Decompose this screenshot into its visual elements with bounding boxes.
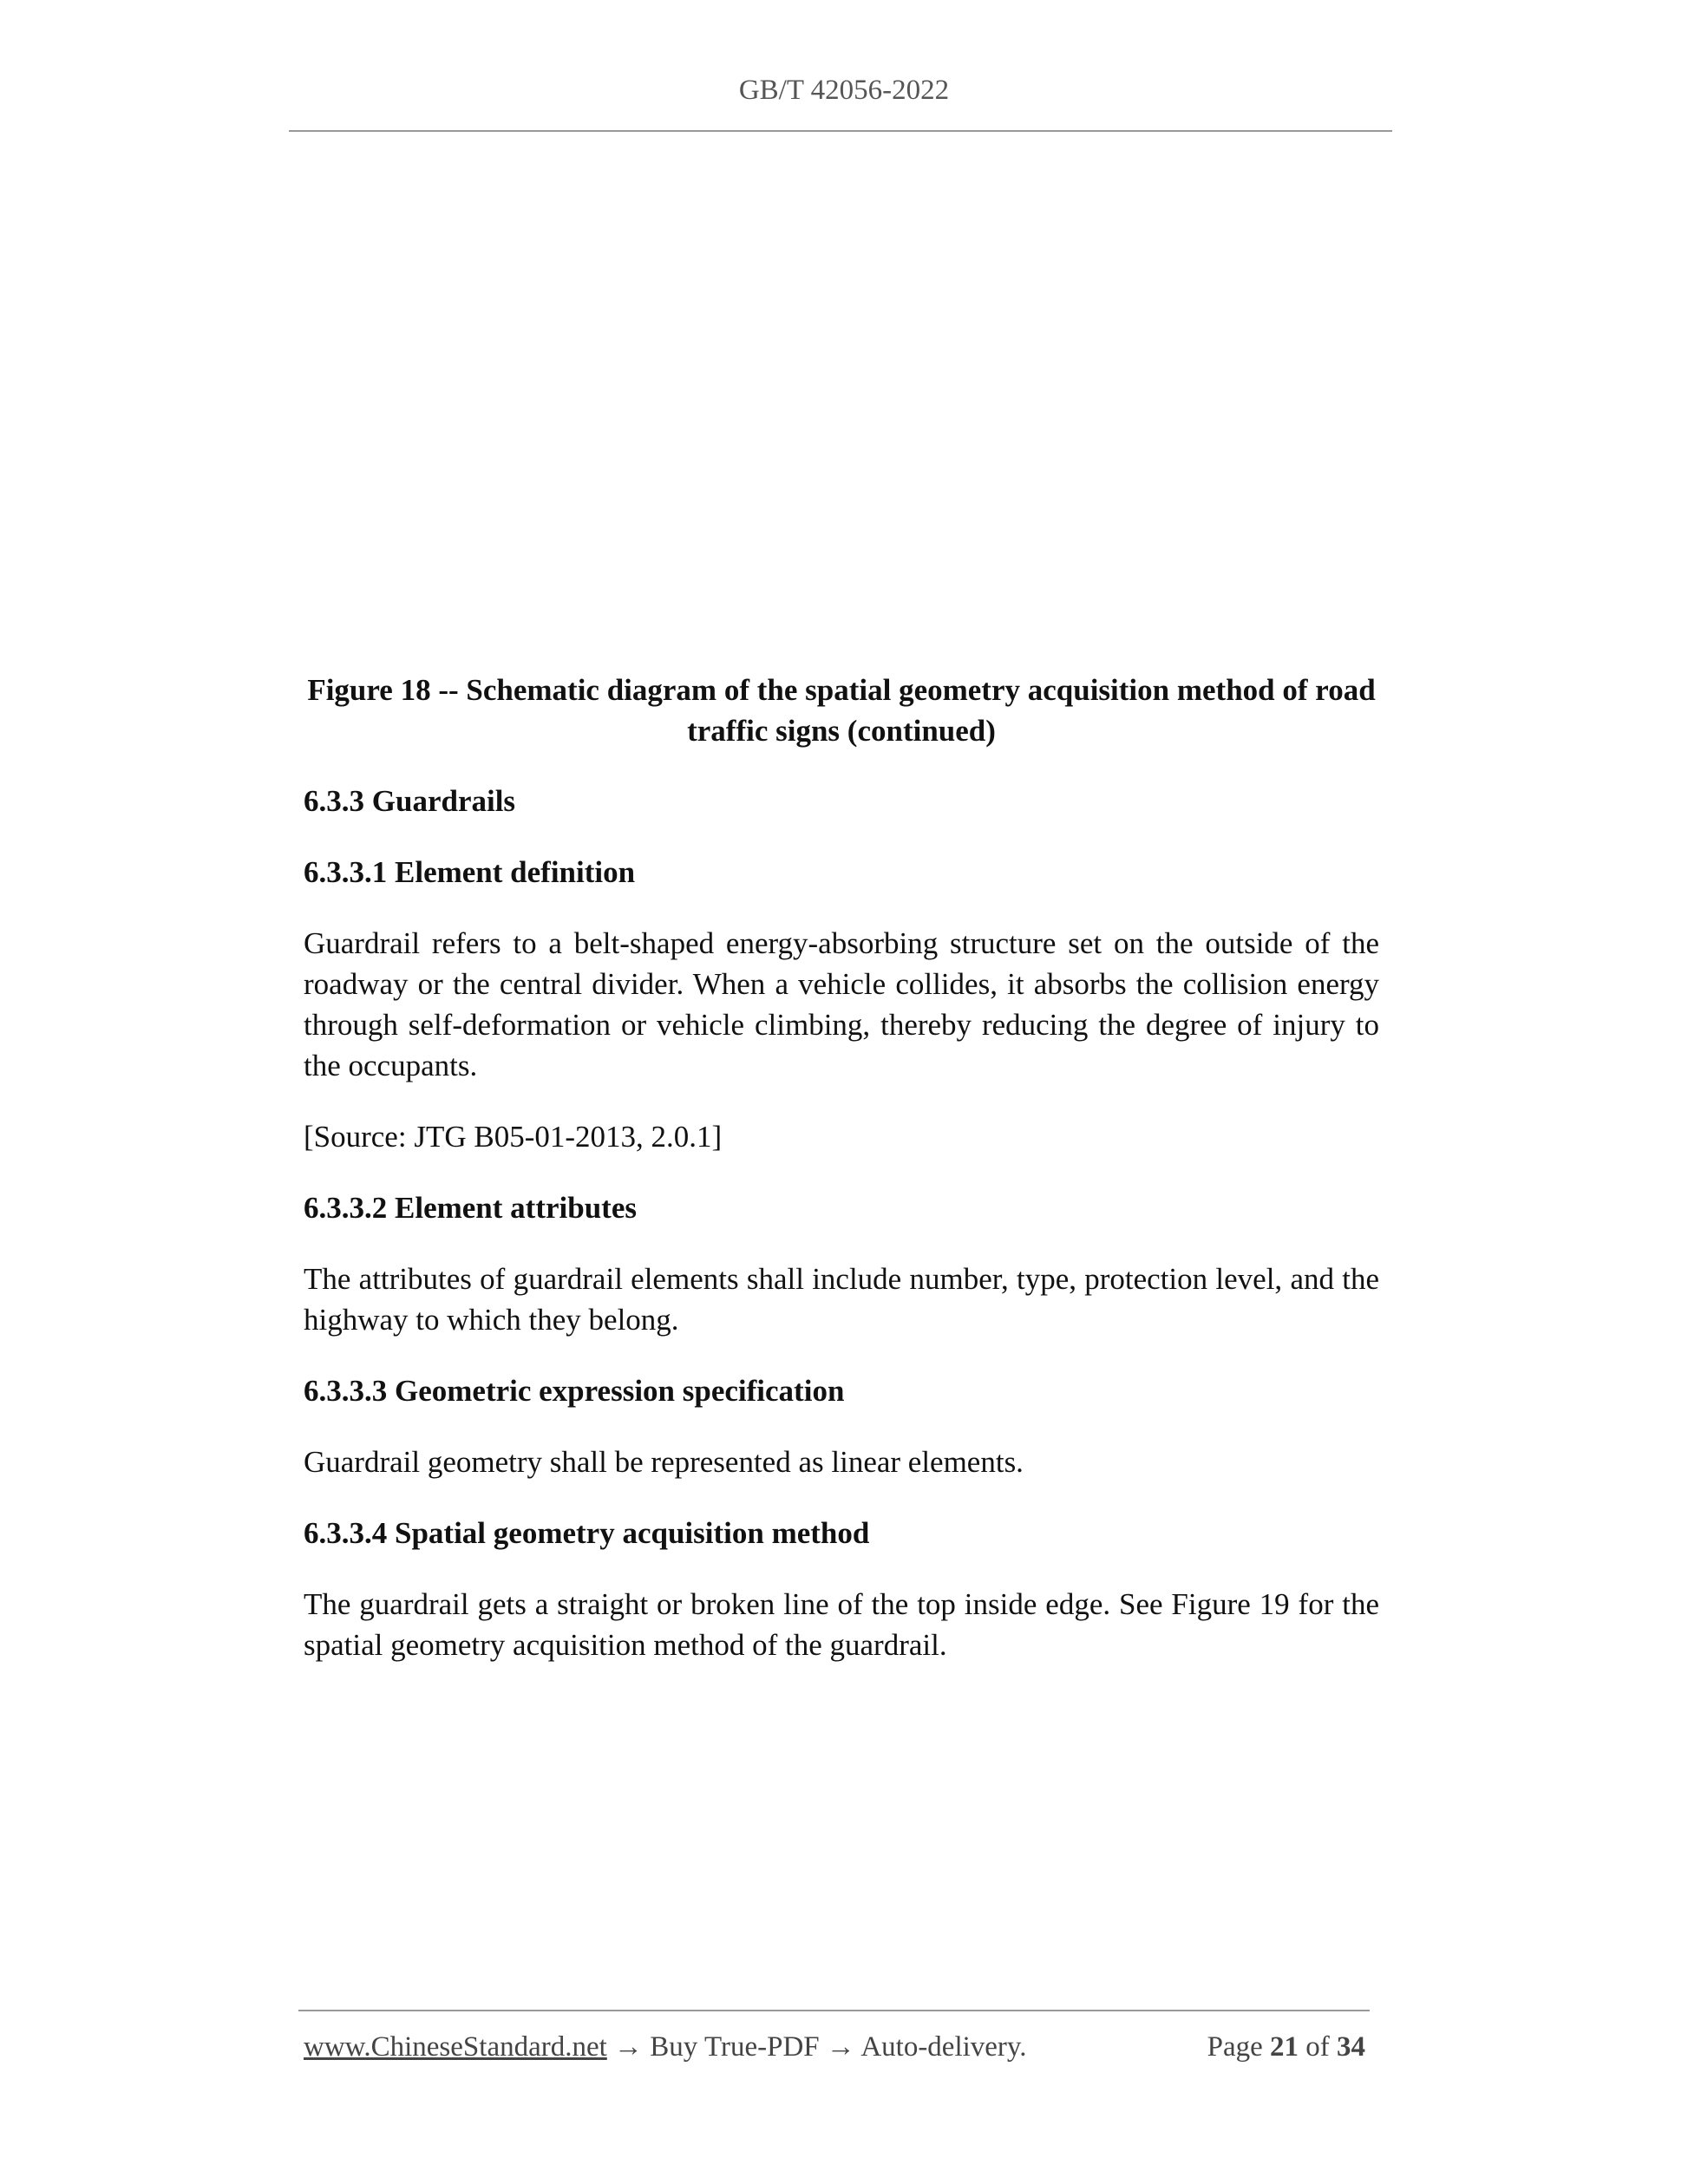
definition-paragraph: Guardrail refers to a belt-shaped energy-absorbing structure set on the outside of the roadway or the central divider. When a vehicle collides, it absorbs the collision energy through self-deformation or vehicle climbing, thereby reducing the degree of injury to the occupants. — [304, 926, 1379, 1082]
subsection-heading-geometric: 6.3.3.3 Geometric expression specification — [304, 1374, 845, 1408]
website-link[interactable]: www.ChineseStandard.net — [304, 2031, 607, 2063]
acquisition-paragraph: The guardrail gets a straight or broken line of the top inside edge. See Figure 19 for the spatial geometry acquisition method of the guardrail. — [304, 1587, 1379, 1662]
header-divider — [289, 130, 1392, 132]
subsection-heading-attributes: 6.3.3.2 Element attributes — [304, 1191, 637, 1225]
subsection-heading-definition: 6.3.3.1 Element definition — [304, 855, 636, 889]
page-current: 21 — [1270, 2031, 1299, 2063]
attributes-paragraph: The attributes of guardrail elements shall include number, type, protection level, and the highway to which they belong. — [304, 1262, 1379, 1337]
of-label: of — [1305, 2031, 1330, 2063]
page-total: 34 — [1337, 2031, 1365, 2063]
figure-caption: Figure 18 -- Schematic diagram of the spatial geometry acquisition method of road traffic signs (continued) — [307, 673, 1376, 748]
figure-area — [289, 139, 1392, 659]
footer-divider — [298, 2010, 1370, 2011]
subsection-heading-acquisition: 6.3.3.4 Spatial geometry acquisition method — [304, 1516, 870, 1550]
geometric-paragraph: Guardrail geometry shall be represented as linear elements. — [304, 1445, 1024, 1479]
page-content — [304, 670, 1379, 1665]
buy-pdf-text: Buy True-PDF — [650, 2031, 820, 2063]
document-code: GB/T 42056-2022 — [738, 75, 950, 106]
footer-links — [304, 2031, 1027, 2063]
source-reference: [Source: JTG B05-01-2013, 2.0.1] — [304, 1120, 723, 1154]
page-label: Page — [1207, 2031, 1263, 2063]
arrow-icon: → — [606, 2031, 651, 2063]
auto-delivery-text: Auto-delivery. — [860, 2031, 1027, 2063]
arrow-icon: → — [819, 2031, 861, 2063]
page-footer — [304, 2031, 1371, 2070]
section-heading: 6.3.3 Guardrails — [304, 784, 516, 818]
page-number — [1207, 2031, 1365, 2063]
